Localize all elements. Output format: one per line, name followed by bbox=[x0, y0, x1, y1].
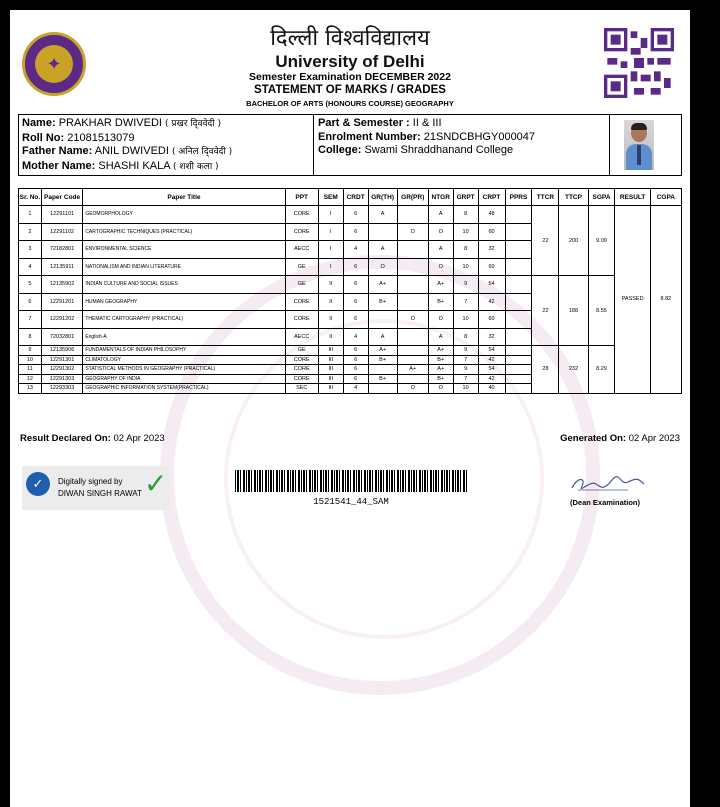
table-row bbox=[19, 276, 682, 294]
cell-grth bbox=[368, 223, 397, 241]
result-declared-date: 02 Apr 2023 bbox=[113, 433, 165, 444]
cell-pprs bbox=[505, 293, 532, 311]
column-header: SEM bbox=[318, 189, 343, 206]
cell-crdt: 6 bbox=[343, 223, 368, 241]
column-header: RESULT bbox=[615, 189, 650, 206]
cell-crpt: 54 bbox=[478, 346, 505, 356]
university-logo: ✦ bbox=[22, 32, 86, 96]
cell-grth: A+ bbox=[368, 276, 397, 294]
cell-ttcr: 28 bbox=[532, 346, 559, 394]
cell-title: INDIAN CULTURE AND SOCIAL ISSUES bbox=[83, 276, 285, 294]
column-header: GR(PR) bbox=[397, 189, 428, 206]
cell-pprs bbox=[505, 223, 532, 241]
cell-grpt: 9 bbox=[453, 365, 478, 375]
cell-grpr bbox=[397, 241, 428, 259]
cell-ppt: GE bbox=[285, 276, 318, 294]
cell-pprs bbox=[505, 346, 532, 356]
father-name: ANIL DWIVEDI bbox=[94, 145, 169, 157]
cell-sgpa: 8.55 bbox=[588, 276, 615, 346]
student-photo bbox=[624, 120, 654, 170]
cell-grth: B+ bbox=[368, 355, 397, 365]
university-name: University of Delhi bbox=[275, 52, 425, 71]
cell-grpt: 7 bbox=[453, 355, 478, 365]
cell-sem: I bbox=[318, 258, 343, 276]
student-name: PRAKHAR DWIVEDI bbox=[58, 117, 162, 129]
cell-grth: A bbox=[368, 328, 397, 346]
cell-crdt: 6 bbox=[343, 206, 368, 224]
cell-title: FUNDAMENTALS OF INDIAN PHILOSOPHY bbox=[83, 346, 285, 356]
marks-table bbox=[18, 188, 682, 394]
column-header: GRPT bbox=[453, 189, 478, 206]
cell-sr: 8 bbox=[19, 328, 42, 346]
cell-sr: 1 bbox=[19, 206, 42, 224]
cell-code: 12293303 bbox=[41, 384, 83, 394]
cell-sem: III bbox=[318, 355, 343, 365]
cell-pprs bbox=[505, 374, 532, 384]
cell-grth bbox=[368, 311, 397, 329]
column-header: TTCR bbox=[532, 189, 559, 206]
cell-ttcp: 232 bbox=[559, 346, 588, 394]
cell-code: 12291202 bbox=[41, 311, 83, 329]
cell-title: HUMAN GEOGRAPHY bbox=[83, 293, 285, 311]
cell-title: GEOMORPHOLOGY bbox=[83, 206, 285, 224]
cell-code: 12291201 bbox=[41, 293, 83, 311]
cell-crpt: 42 bbox=[478, 355, 505, 365]
cell-sr: 10 bbox=[19, 355, 42, 365]
generated-on: Generated On: 02 Apr 2023 bbox=[560, 433, 680, 444]
cell-code: 12291301 bbox=[41, 355, 83, 365]
enrolment-number: 21SNDCBHGY000047 bbox=[423, 130, 536, 143]
cell-title: GEOGRAPHY OF INDIA bbox=[83, 374, 285, 384]
cell-sr: 13 bbox=[19, 384, 42, 394]
cell-grpt: 10 bbox=[453, 258, 478, 276]
cell-code: 12135906 bbox=[41, 346, 83, 356]
cell-ntgr: B+ bbox=[428, 293, 453, 311]
cell-sr: 5 bbox=[19, 276, 42, 294]
cell-ntgr: A bbox=[428, 206, 453, 224]
cell-ppt: AECC bbox=[285, 328, 318, 346]
digital-signature-box bbox=[22, 466, 170, 510]
cell-grpt: 9 bbox=[453, 346, 478, 356]
cell-title: ENVIRONMENTAL SCIENCE bbox=[83, 241, 285, 259]
cell-ppt: CORE bbox=[285, 223, 318, 241]
cell-ppt: AECC bbox=[285, 241, 318, 259]
cell-pprs bbox=[505, 311, 532, 329]
cell-crdt: 6 bbox=[343, 258, 368, 276]
exam-title: Semester Examination DECEMBER 2022 bbox=[249, 71, 451, 83]
cell-sr: 11 bbox=[19, 365, 42, 375]
cell-sem: I bbox=[318, 223, 343, 241]
cell-sgpa: 8.29 bbox=[588, 346, 615, 394]
roll-number: 21081513079 bbox=[67, 131, 135, 144]
table-row bbox=[19, 346, 682, 356]
cell-pprs bbox=[505, 276, 532, 294]
cell-grpr bbox=[397, 206, 428, 224]
roll-row: Roll No: 21081513079 bbox=[22, 131, 135, 144]
cell-grpt: 8 bbox=[453, 328, 478, 346]
result-declared: Result Declared On: 02 Apr 2023 bbox=[20, 433, 165, 444]
cell-grpt: 7 bbox=[453, 293, 478, 311]
table-header-row bbox=[19, 189, 682, 206]
cell-grpr: O bbox=[397, 223, 428, 241]
cell-crpt: 60 bbox=[478, 311, 505, 329]
cell-grpt: 9 bbox=[453, 276, 478, 294]
cell-sr: 7 bbox=[19, 311, 42, 329]
cell-grpr: O bbox=[397, 311, 428, 329]
mother-name: SHASHI KALA bbox=[98, 159, 170, 172]
cell-pprs bbox=[505, 355, 532, 365]
student-name-hindi: ( प्रखर दि्ववेदी ) bbox=[165, 119, 222, 129]
student-info-box bbox=[18, 114, 682, 176]
enrol-row: Enrolment Number: 21SNDCBHGY000047 bbox=[318, 130, 536, 143]
column-header: GR(TH) bbox=[368, 189, 397, 206]
cell-crpt: 32 bbox=[478, 328, 505, 346]
cell-grpt: 10 bbox=[453, 384, 478, 394]
cell-code: 12291302 bbox=[41, 365, 83, 375]
cell-code: 12291303 bbox=[41, 374, 83, 384]
marksheet-page bbox=[10, 10, 690, 807]
cell-pprs bbox=[505, 384, 532, 394]
cell-ttcr: 22 bbox=[532, 206, 559, 276]
column-header: CGPA bbox=[650, 189, 681, 206]
cell-grpt: 10 bbox=[453, 223, 478, 241]
cell-crpt: 42 bbox=[478, 293, 505, 311]
cell-sr: 9 bbox=[19, 346, 42, 356]
cell-ntgr: O bbox=[428, 384, 453, 394]
cell-grth bbox=[368, 365, 397, 375]
cell-ntgr: A+ bbox=[428, 365, 453, 375]
mother-name-hindi: ( शशी कला ) bbox=[173, 161, 219, 172]
cell-title: English-A bbox=[83, 328, 285, 346]
cell-grpt: 10 bbox=[453, 311, 478, 329]
cell-ppt: CORE bbox=[285, 355, 318, 365]
cell-sgpa: 9.09 bbox=[588, 206, 615, 276]
check-icon: ✓ bbox=[144, 468, 168, 499]
cell-crdt: 6 bbox=[343, 365, 368, 375]
cell-sr: 4 bbox=[19, 258, 42, 276]
cell-crdt: 6 bbox=[343, 276, 368, 294]
column-header: PPRS bbox=[505, 189, 532, 206]
cell-crdt: 6 bbox=[343, 355, 368, 365]
part-row: Part & Semester : II & III bbox=[318, 117, 442, 129]
column-header: CRPT bbox=[478, 189, 505, 206]
cell-ppt: CORE bbox=[285, 311, 318, 329]
college-name: Swami Shraddhanand College bbox=[364, 144, 514, 156]
cell-code: 12135902 bbox=[41, 276, 83, 294]
cell-grth: B+ bbox=[368, 374, 397, 384]
cell-cgpa: 8.82 bbox=[650, 206, 681, 394]
cell-ntgr: O bbox=[428, 311, 453, 329]
cell-grpr bbox=[397, 276, 428, 294]
cell-crpt: 54 bbox=[478, 365, 505, 375]
cell-crpt: 42 bbox=[478, 374, 505, 384]
cell-code: 72032801 bbox=[41, 328, 83, 346]
cell-grpr bbox=[397, 328, 428, 346]
cell-ppt: CORE bbox=[285, 293, 318, 311]
father-row: Father Name: ANIL DWIVEDI ( अनिल दि्ववेदी ) bbox=[22, 145, 233, 157]
qr-code-icon bbox=[604, 28, 674, 98]
cell-ntgr: O bbox=[428, 258, 453, 276]
statement-title: STATEMENT OF MARKS / GRADES bbox=[254, 84, 446, 96]
cell-grpt: 8 bbox=[453, 206, 478, 224]
column-header: CRDT bbox=[343, 189, 368, 206]
column-header: NTGR bbox=[428, 189, 453, 206]
barcode-text: 1521541_44_SAM bbox=[313, 497, 389, 507]
cell-grth: A+ bbox=[368, 346, 397, 356]
column-header: Paper Code bbox=[41, 189, 83, 206]
cell-crdt: 6 bbox=[343, 311, 368, 329]
cell-sem: III bbox=[318, 374, 343, 384]
cell-ttcp: 200 bbox=[559, 206, 588, 276]
hindi-title: दिल्ली विश्वविद्यालय bbox=[270, 26, 430, 51]
cell-grpr bbox=[397, 355, 428, 365]
cell-ttcp: 188 bbox=[559, 276, 588, 346]
cell-sem: I bbox=[318, 206, 343, 224]
cell-ntgr: A+ bbox=[428, 346, 453, 356]
cell-pprs bbox=[505, 258, 532, 276]
dean-signature bbox=[568, 472, 648, 496]
cell-pprs bbox=[505, 328, 532, 346]
signer-name: DIWAN SINGH RAWAT bbox=[58, 489, 142, 498]
cell-ppt: CORE bbox=[285, 374, 318, 384]
column-header: SGPA bbox=[588, 189, 615, 206]
cell-title: STATISTICAL METHODS IN GEOGRAPHY (PRACTICAL) bbox=[83, 365, 285, 375]
cell-sr: 12 bbox=[19, 374, 42, 384]
father-name-hindi: ( अनिल दि्ववेदी ) bbox=[171, 147, 233, 157]
cell-ttcr: 22 bbox=[532, 276, 559, 346]
cell-grth: B+ bbox=[368, 293, 397, 311]
cell-ntgr: A bbox=[428, 241, 453, 259]
cell-ntgr: B+ bbox=[428, 355, 453, 365]
cell-crpt: 54 bbox=[478, 276, 505, 294]
signed-by-label: Digitally signed by bbox=[58, 477, 123, 486]
cell-crdt: 4 bbox=[343, 328, 368, 346]
cell-ntgr: A+ bbox=[428, 276, 453, 294]
cell-pprs bbox=[505, 241, 532, 259]
column-header: Paper Title bbox=[83, 189, 285, 206]
cell-code: 12291101 bbox=[41, 206, 83, 224]
cell-title: GEOGRAPHIC INFORMATION SYSTEM(PRACTICAL) bbox=[83, 384, 285, 394]
cell-ntgr: A bbox=[428, 328, 453, 346]
cell-pprs bbox=[505, 206, 532, 224]
column-header: Sr. No. bbox=[19, 189, 42, 206]
cell-code: 72182801 bbox=[41, 241, 83, 259]
cell-title: CLIMATOLOGY bbox=[83, 355, 285, 365]
cell-crpt: 32 bbox=[478, 241, 505, 259]
cell-sr: 2 bbox=[19, 223, 42, 241]
cell-grpr: A+ bbox=[397, 365, 428, 375]
cell-sem: II bbox=[318, 276, 343, 294]
header bbox=[10, 10, 690, 116]
cell-grth: A bbox=[368, 206, 397, 224]
cell-crdt: 4 bbox=[343, 384, 368, 394]
cell-sem: III bbox=[318, 365, 343, 375]
part-semester: II & III bbox=[412, 117, 442, 129]
cell-crpt: 48 bbox=[478, 206, 505, 224]
cell-pprs bbox=[505, 365, 532, 375]
cell-ppt: CORE bbox=[285, 365, 318, 375]
mother-row: Mother Name: SHASHI KALA ( शशी कला ) bbox=[22, 159, 219, 172]
cell-sr: 6 bbox=[19, 293, 42, 311]
dean-examination-label: (Dean Examination) bbox=[570, 498, 641, 507]
cell-ppt: GE bbox=[285, 258, 318, 276]
cell-crdt: 6 bbox=[343, 293, 368, 311]
cell-title: CARTOGRAPHIC TECHNIQUES (PRACTICAL) bbox=[83, 223, 285, 241]
cell-title: NATIONALISM AND INDIAN LITERATURE bbox=[83, 258, 285, 276]
cell-sem: I bbox=[318, 241, 343, 259]
cell-sr: 3 bbox=[19, 241, 42, 259]
cell-crdt: 6 bbox=[343, 374, 368, 384]
cell-sem: III bbox=[318, 346, 343, 356]
cell-code: 12291102 bbox=[41, 223, 83, 241]
cell-grpr: O bbox=[397, 384, 428, 394]
cell-grpr bbox=[397, 346, 428, 356]
cell-ntgr: B+ bbox=[428, 374, 453, 384]
cell-result: PASSED bbox=[615, 206, 650, 394]
cell-grpt: 8 bbox=[453, 241, 478, 259]
programme-title: BACHELOR OF ARTS (HONOURS COURSE) GEOGRAPHY bbox=[246, 99, 454, 108]
verified-seal-icon: ✓ bbox=[26, 472, 50, 496]
cell-sem: II bbox=[318, 311, 343, 329]
cell-code: 12135911 bbox=[41, 258, 83, 276]
cell-ppt: CORE bbox=[285, 206, 318, 224]
cell-crpt: 60 bbox=[478, 258, 505, 276]
name-row: Name: PRAKHAR DWIVEDI ( प्रखर दि्ववेदी ) bbox=[22, 117, 222, 129]
column-header: PPT bbox=[285, 189, 318, 206]
cell-ntgr: O bbox=[428, 223, 453, 241]
cell-crpt: 40 bbox=[478, 384, 505, 394]
cell-grpr bbox=[397, 374, 428, 384]
cell-crpt: 60 bbox=[478, 223, 505, 241]
cell-crdt: 6 bbox=[343, 346, 368, 356]
cell-title: THEMATIC CARTOGRAPHY (PRACTICAL) bbox=[83, 311, 285, 329]
cell-grpr bbox=[397, 258, 428, 276]
cell-grth: O bbox=[368, 258, 397, 276]
cell-grth bbox=[368, 384, 397, 394]
cell-ppt: GE bbox=[285, 346, 318, 356]
table-row bbox=[19, 206, 682, 224]
column-header: TTCP bbox=[559, 189, 588, 206]
cell-sem: II bbox=[318, 293, 343, 311]
college-row: College: Swami Shraddhanand College bbox=[318, 144, 514, 156]
generated-date: 02 Apr 2023 bbox=[628, 433, 680, 444]
barcode bbox=[235, 470, 467, 492]
cell-crdt: 4 bbox=[343, 241, 368, 259]
cell-ppt: SEC bbox=[285, 384, 318, 394]
cell-sem: III bbox=[318, 384, 343, 394]
cell-grpt: 7 bbox=[453, 374, 478, 384]
cell-grth: A bbox=[368, 241, 397, 259]
cell-grpr bbox=[397, 293, 428, 311]
cell-sem: II bbox=[318, 328, 343, 346]
